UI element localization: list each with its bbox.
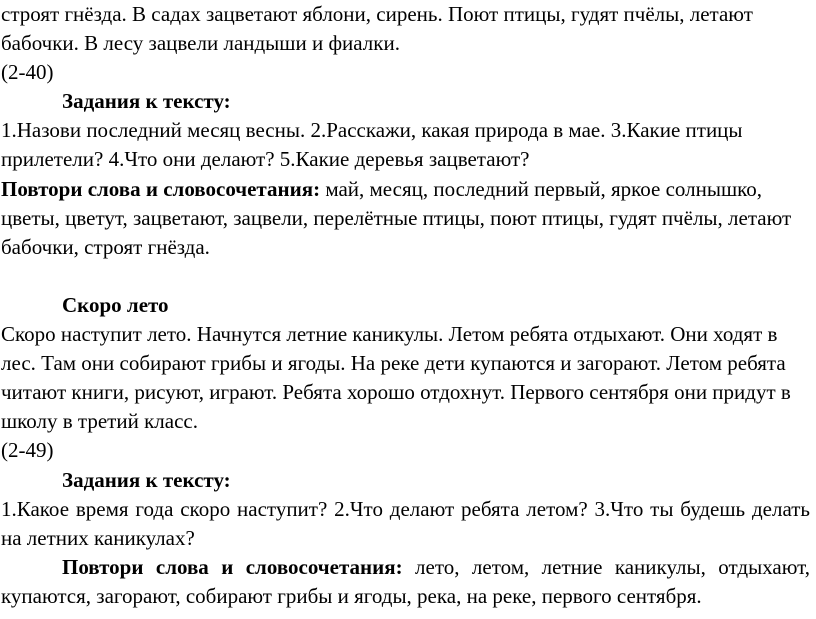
section2-ref: (2-49) [1,438,54,463]
section2-text: Скоро наступит лето. Начнутся летние каникулы. Летом ребята отдыхают. Они ходят в лес. Там они собирают грибы и ягоды. На реке дети купаются и загорают. Летом ребята читают книги, рисуют, играют. Ребята хорошо отдохнут. Первого сентября они придут в школу в третий класс. [1,322,791,434]
section1-repeat [1,175,810,262]
section1-tasks: 1.Назови последний месяц весны. 2.Расскажи, какая природа в мае. 3.Какие птицы прилетели? 4.Что они делают? 5.Какие деревья зацветают? [1,118,743,172]
section2-tasks-heading: Задания к тексту: [62,467,231,492]
section2-repeat-words: лето, летом, летние каникулы, отдыхают, купаются, загорают, собирают грибы и ягоды, река, на реке, первого сентября. [1,554,811,608]
section2-repeat [1,553,810,611]
blank-line [1,262,810,291]
section1-ref: (2-40) [1,60,54,85]
section2-title: Скоро лето [62,292,169,317]
section1-tasks-heading: Задания к тексту: [62,89,231,114]
section2-tasks: 1.Какое время года скоро наступит? 2.Что делают ребята летом? 3.Что ты будешь делать на летних каникулах? [1,496,810,550]
section1-text: строят гнёзда. В садах зацветают яблони, сирень. Поют птицы, гудят пчёлы, летают бабочки. В лесу зацвели ландыши и фиалки. [1,2,753,56]
section1-repeat-words: май, месяц, последний первый, яркое солнышко, цветы, цветут, зацветают, зацвели, перелётные птицы, поют птицы, гудят пчёлы, летают бабочки, строят гнёзда. [1,176,792,259]
section2-repeat-label: Повтори слова и словосочетания: [62,554,403,579]
section1-repeat-label: Повтори слова и словосочетания: [1,176,321,201]
